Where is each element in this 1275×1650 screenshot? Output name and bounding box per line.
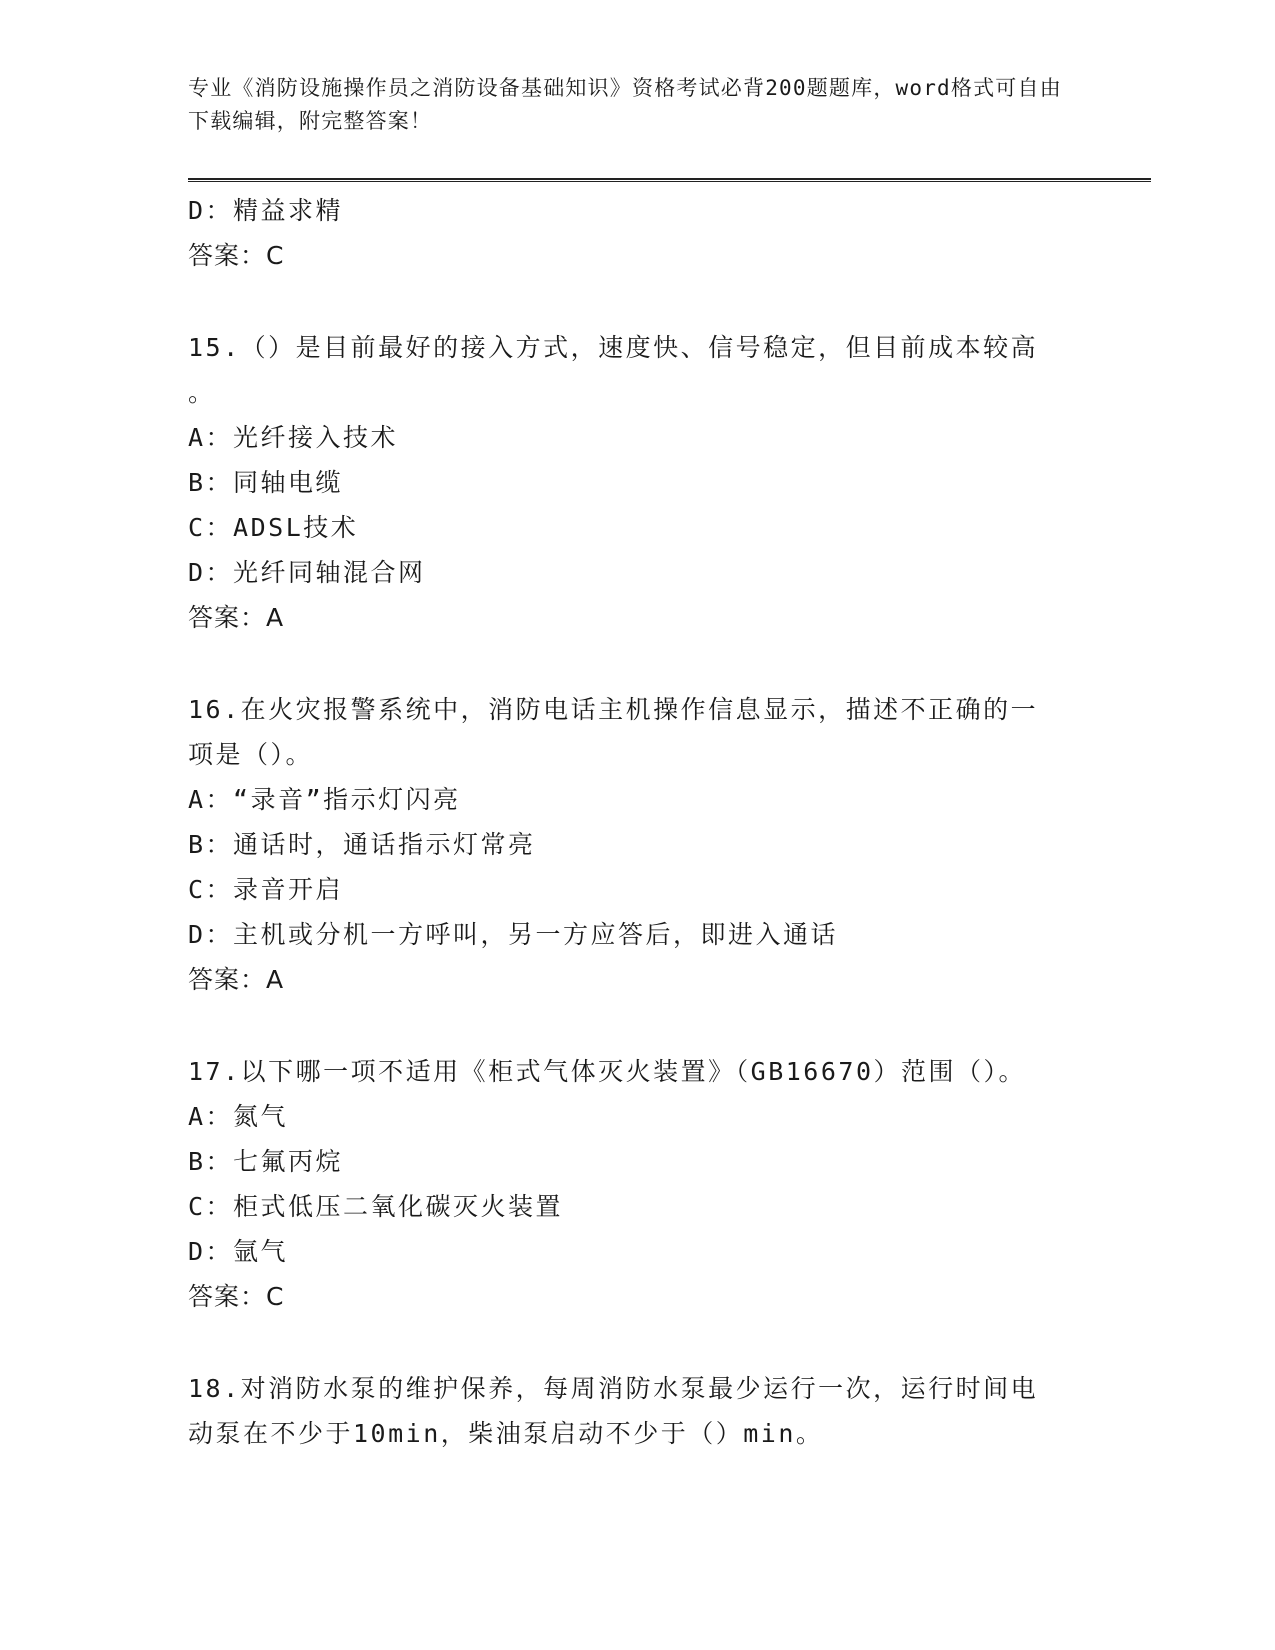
question-16-option-b: B：通话时，通话指示灯常亮 — [188, 830, 536, 859]
question-16-option-d: D：主机或分机一方呼叫，另一方应答后，即进入通话 — [188, 920, 839, 949]
question-16-text-cont: 项是（）。 — [188, 740, 314, 769]
question-15-option-d: D：光纤同轴混合网 — [188, 558, 426, 587]
spacer — [188, 1319, 1088, 1366]
question-18-text: 18.对消防水泵的维护保养，每周消防水泵最少运行一次，运行时间电 — [188, 1374, 1039, 1403]
question-16-option-c: C：录音开启 — [188, 875, 344, 904]
question-17-option-a: A：氮气 — [188, 1102, 289, 1131]
spacer — [188, 1002, 1088, 1049]
question-15-text-cont: 。 — [188, 378, 216, 407]
question-17-option-c: C：柜式低压二氧化碳灭火装置 — [188, 1192, 564, 1221]
question-17-option-b: B：七氟丙烷 — [188, 1147, 344, 1176]
question-18-text-cont: 动泵在不少于10min，柴油泵启动不少于（）min。 — [188, 1419, 824, 1448]
question-17-text: 17.以下哪一项不适用《柜式气体灭火装置》（GB16670）范围（）。 — [188, 1057, 1027, 1086]
option-d: D：精益求精 — [188, 196, 344, 225]
question-17-option-d: D：氩气 — [188, 1237, 289, 1266]
question-15-answer: 答案：A — [188, 603, 285, 632]
answer: 答案：C — [188, 241, 285, 270]
question-17-answer: 答案：C — [188, 1282, 285, 1311]
question-16-option-a: A：“录音”指示灯闪亮 — [188, 785, 461, 814]
question-list — [188, 188, 1088, 1456]
document-page — [188, 0, 1150, 1650]
spacer — [188, 640, 1088, 687]
question-16-answer: 答案：A — [188, 965, 285, 994]
question-15-option-b: B：同轴电缆 — [188, 468, 344, 497]
header-divider — [188, 178, 1151, 182]
question-16-text: 16.在火灾报警系统中，消防电话主机操作信息显示，描述不正确的一 — [188, 695, 1039, 724]
question-15-option-a: A：光纤接入技术 — [188, 423, 399, 452]
page-header: 专业《消防设施操作员之消防设备基础知识》资格考试必背200题题库，word格式可自由下载编辑，附完整答案！ — [188, 76, 1062, 133]
question-15-option-c: C：ADSL技术 — [188, 513, 359, 542]
question-15-text: 15.（）是目前最好的接入方式，速度快、信号稳定，但目前成本较高 — [188, 333, 1039, 362]
spacer — [188, 278, 1088, 325]
